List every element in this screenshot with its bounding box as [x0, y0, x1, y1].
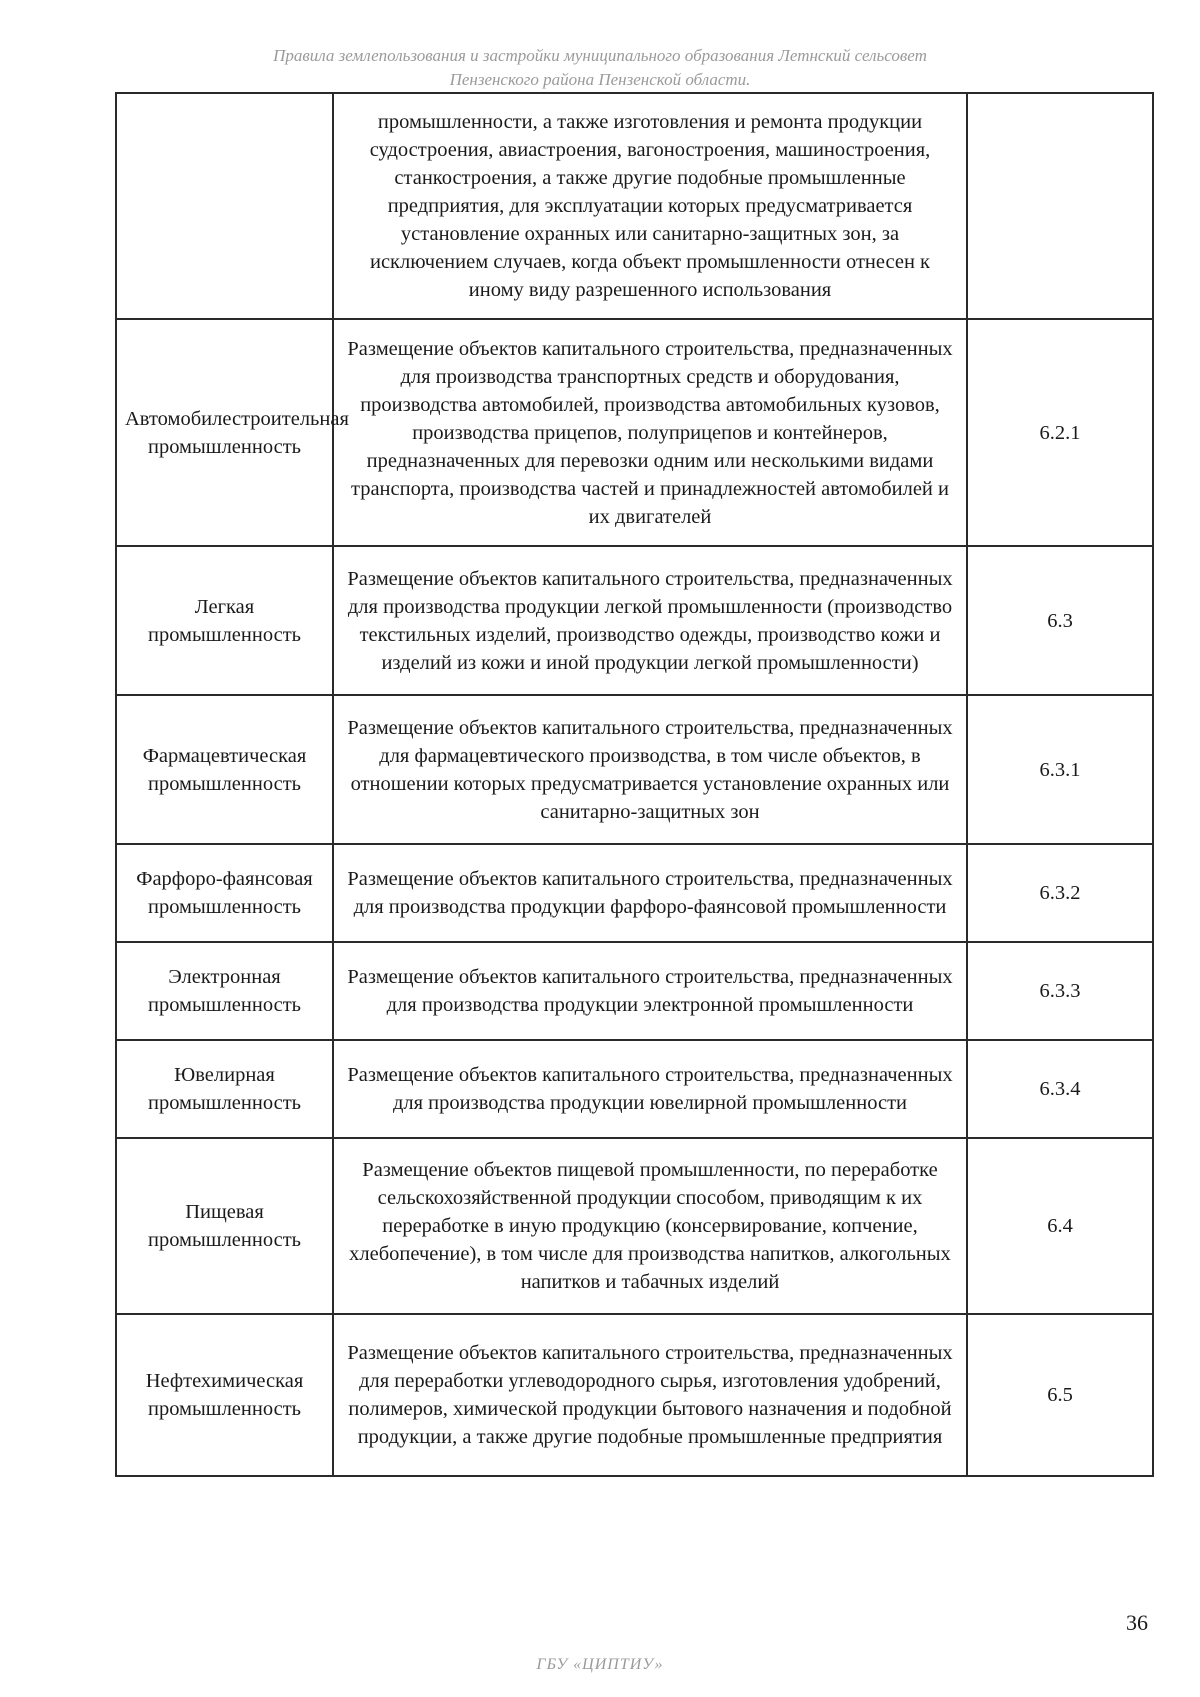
table-row	[116, 93, 1153, 319]
use-code-cell: 6.3.3	[967, 942, 1153, 1040]
header-line-2: Пензенского района Пензенской области.	[449, 70, 751, 89]
land-use-table	[115, 92, 1154, 1477]
use-name-cell: Фарфоро-фаянсовая промышленность	[116, 844, 333, 942]
use-code-cell: 6.5	[967, 1314, 1153, 1476]
table-row	[116, 546, 1153, 695]
use-code-cell	[967, 93, 1153, 319]
use-description-cell: Размещение объектов капитального строительства, предназначенных для переработки углеводородного сырья, изготовления удобрений, полимеров, химической продукции бытового назначения и подобной продукции, а также другие подобные промышленные предприятия	[333, 1314, 967, 1476]
use-description-cell: Размещение объектов капитального строительства, предназначенных для производства транспортных средств и оборудования, производства автомобилей, производства автомобильных кузовов, производства прицепов, полуприцепов и контейнеров, предназначенных для перевозки одним или несколькими видами транспорта, производства частей и принадлежностей автомобилей и их двигателей	[333, 319, 967, 546]
use-name-cell: Легкая промышленность	[116, 546, 333, 695]
table-row	[116, 319, 1153, 546]
table-row	[116, 1040, 1153, 1138]
use-name-cell: Фармацевтическая промышленность	[116, 695, 333, 844]
use-description-cell: Размещение объектов капитального строительства, предназначенных для производства продукции легкой промышленности (производство текстильных изделий, производство одежды, производство кожи и изделий из кожи и иной продукции легкой промышленности)	[333, 546, 967, 695]
use-code-cell: 6.3	[967, 546, 1153, 695]
use-code-cell: 6.3.2	[967, 844, 1153, 942]
use-description-cell: Размещение объектов капитального строительства, предназначенных для производства продукции электронной промышленности	[333, 942, 967, 1040]
table-row	[116, 1314, 1153, 1476]
use-name-cell: Автомобилестроительная промышленность	[116, 319, 333, 546]
use-name-cell: Ювелирная промышленность	[116, 1040, 333, 1138]
table-row	[116, 695, 1153, 844]
use-name-cell	[116, 93, 333, 319]
use-description-cell: промышленности, а также изготовления и ремонта продукции судостроения, авиастроения, вагоностроения, машиностроения, станкостроения, а также другие подобные промышленные предприятия, для эксплуатации которых предусматривается установление охранных или санитарно-защитных зон, за исключением случаев, когда объект промышленности отнесен к иному виду разрешенного использования	[333, 93, 967, 319]
use-description-cell: Размещение объектов пищевой промышленности, по переработке сельскохозяйственной продукции способом, приводящим к их переработке в иную продукцию (консервирование, копчение, хлебопечение), в том числе для производства напитков, алкогольных напитков и табачных изделий	[333, 1138, 967, 1314]
use-name-cell: Электронная промышленность	[116, 942, 333, 1040]
table-row	[116, 844, 1153, 942]
header-line-1: Правила землепользования и застройки муниципального образования Летнский сельсовет	[273, 46, 927, 65]
use-name-cell: Пищевая промышленность	[116, 1138, 333, 1314]
page-footer: ГБУ «ЦИПТИУ»	[536, 1656, 664, 1673]
table-row	[116, 1138, 1153, 1314]
use-description-cell: Размещение объектов капитального строительства, предназначенных для фармацевтического производства, в том числе объектов, в отношении которых предусматривается установление охранных или санитарно-защитных зон	[333, 695, 967, 844]
use-code-cell: 6.4	[967, 1138, 1153, 1314]
table-row	[116, 942, 1153, 1040]
use-description-cell: Размещение объектов капитального строительства, предназначенных для производства продукции ювелирной промышленности	[333, 1040, 967, 1138]
use-code-cell: 6.3.4	[967, 1040, 1153, 1138]
page-header	[0, 44, 1200, 92]
page-number: 36	[1126, 1610, 1148, 1635]
use-code-cell: 6.3.1	[967, 695, 1153, 844]
use-name-cell: Нефтехимическая промышленность	[116, 1314, 333, 1476]
use-description-cell: Размещение объектов капитального строительства, предназначенных для производства продукции фарфоро-фаянсовой промышленности	[333, 844, 967, 942]
use-code-cell: 6.2.1	[967, 319, 1153, 546]
